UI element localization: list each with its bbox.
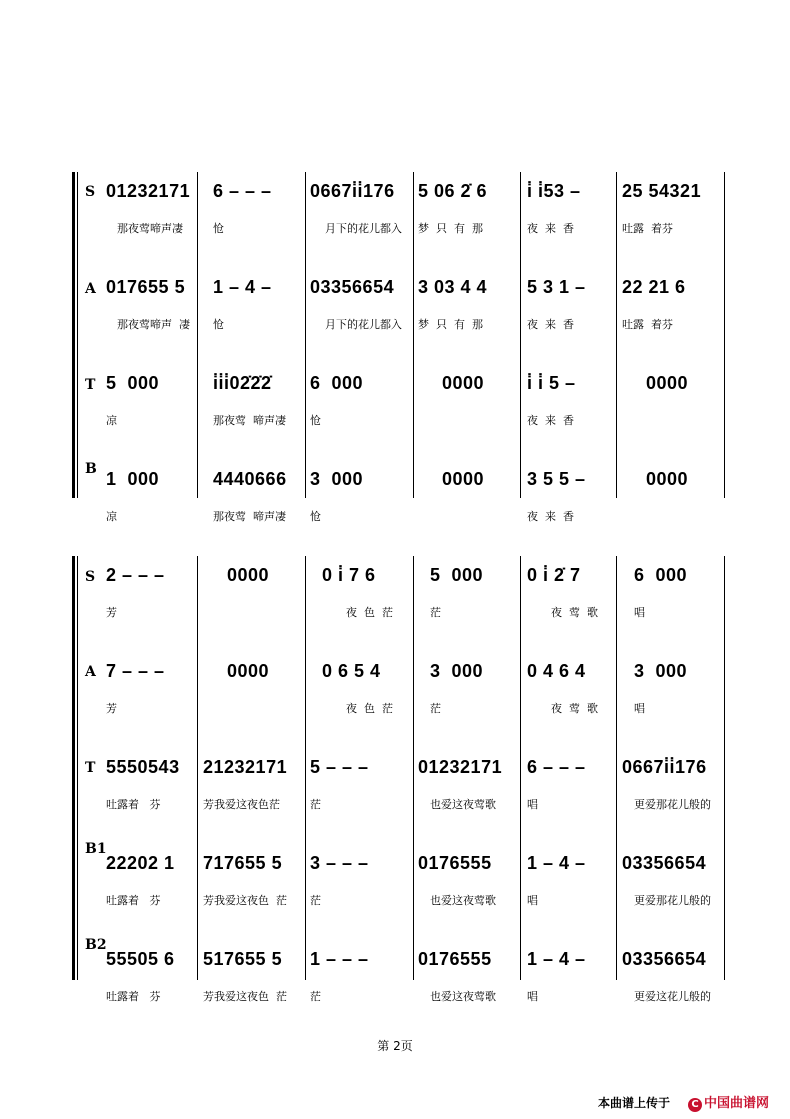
barline	[305, 556, 306, 980]
measure: 5 3 1 –	[527, 277, 586, 297]
lyric: 月下的花儿都入	[325, 222, 402, 235]
measure: 1 – 4 –	[527, 853, 586, 873]
lyric: 吐露着 芬	[106, 894, 161, 907]
measure: 22 21 6	[622, 277, 686, 297]
measure: 3 000	[634, 661, 688, 681]
site-logo[interactable]	[688, 1092, 769, 1112]
barline	[616, 172, 617, 498]
lyric: 那夜莺啼声凄	[117, 222, 183, 235]
lyric: 夜 来 香	[527, 510, 574, 523]
measure: 5 000	[106, 373, 160, 393]
lyric: 芳我爱这夜色 茫	[203, 894, 287, 907]
measure: 0667i̇i̇176	[622, 757, 707, 777]
lyric: 茫	[310, 798, 321, 811]
lyric: 怆	[213, 318, 224, 331]
measure: 3 5 5 –	[527, 469, 586, 489]
measure: 5 – – –	[310, 757, 369, 777]
lyric: 茫	[310, 894, 321, 907]
measure: 0 i̇ 7 6	[322, 565, 376, 585]
measure: 1 – – –	[310, 949, 369, 969]
part-label-bass: B	[85, 461, 97, 477]
measure: 6 – – –	[527, 757, 586, 777]
lyric: 芳我爱这夜色茫	[203, 798, 280, 811]
lyric: 夜 来 香	[527, 222, 574, 235]
part-label-soprano: S	[85, 184, 96, 200]
lyric: 怆	[310, 510, 321, 523]
measure: 0000	[442, 469, 485, 489]
lyric: 梦 只 有 那	[418, 318, 483, 331]
measure: 017655 5	[106, 277, 186, 297]
lyric: 茫	[430, 702, 441, 715]
barline	[520, 556, 521, 980]
measure: 0 6 5 4	[322, 661, 381, 681]
lyric: 夜 来 香	[527, 318, 574, 331]
measure: 21232171	[203, 757, 288, 777]
part-label-alto: A	[85, 664, 96, 680]
measure: 0000	[227, 565, 270, 585]
lyric: 那夜莺 啼声凄	[213, 414, 286, 427]
lyric: 更爱这花儿般的	[634, 990, 711, 1003]
lyric: 凉	[106, 510, 117, 523]
lyric: 茫	[310, 990, 321, 1003]
measure: 0000	[442, 373, 485, 393]
lyric: 吐露 着芬	[622, 222, 673, 235]
measure: 03356654	[310, 277, 395, 297]
barline	[197, 172, 198, 498]
lyric: 也爱这夜莺歌	[430, 798, 496, 811]
lyric: 唱	[527, 798, 538, 811]
barline	[413, 556, 414, 980]
measure: i̇ i̇ 5 –	[527, 373, 576, 393]
measure: 517655 5	[203, 949, 283, 969]
upload-note: 本曲谱上传于	[598, 1096, 671, 1110]
measure: 3 000	[310, 469, 364, 489]
barline	[305, 172, 306, 498]
measure: 6 000	[310, 373, 364, 393]
barline	[197, 556, 198, 980]
lyric: 吐露着 芬	[106, 990, 161, 1003]
lyric: 夜 来 香	[527, 414, 574, 427]
lyric: 梦 只 有 那	[418, 222, 483, 235]
measure: 6 – – –	[213, 181, 272, 201]
measure: 0000	[227, 661, 270, 681]
measure: 0 4 6 4	[527, 661, 586, 681]
measure: 1 000	[106, 469, 160, 489]
part-label-tenor: T	[85, 760, 96, 776]
measure: i̇ i̇53 –	[527, 181, 581, 201]
lyric: 茫	[430, 606, 441, 619]
measure: 0667i̇i̇176	[310, 181, 395, 201]
part-label-tenor: T	[85, 377, 96, 393]
measure: 1 – 4 –	[213, 277, 272, 297]
lyric: 夜 色 茫	[346, 606, 393, 619]
measure: 25 54321	[622, 181, 702, 201]
measure: 1 – 4 –	[527, 949, 586, 969]
lyric: 月下的花儿都入	[325, 318, 402, 331]
measure: 5 06 2̇ 6	[418, 181, 488, 201]
lyric: 芳我爱这夜色 茫	[203, 990, 287, 1003]
measure: 0 i̇ 2̇ 7	[527, 565, 581, 585]
measure: 3 03 4 4	[418, 277, 488, 297]
lyric: 那夜莺啼声 凄	[117, 318, 190, 331]
lyric: 唱	[527, 990, 538, 1003]
lyric: 夜 莺 歌	[551, 702, 598, 715]
lyric: 夜 色 茫	[346, 702, 393, 715]
measure: 03356654	[622, 949, 707, 969]
measure: 717655 5	[203, 853, 283, 873]
measure: 7 – – –	[106, 661, 165, 681]
lyric: 唱	[527, 894, 538, 907]
system2-bracket	[72, 556, 78, 980]
lyric: 唱	[634, 702, 645, 715]
lyric: 更爱那花儿般的	[634, 894, 711, 907]
logo-text: 中国曲谱网	[704, 1096, 770, 1111]
measure: 01232171	[418, 757, 503, 777]
measure: 55505 6	[106, 949, 175, 969]
measure: 3 – – –	[310, 853, 369, 873]
lyric: 芳	[106, 606, 117, 619]
barline	[413, 172, 414, 498]
barline	[724, 556, 725, 980]
measure: 0176555	[418, 853, 492, 873]
barline	[724, 172, 725, 498]
lyric: 芳	[106, 702, 117, 715]
measure: 01232171	[106, 181, 191, 201]
measure: 5550543	[106, 757, 180, 777]
lyric: 更爱那花儿般的	[634, 798, 711, 811]
barline	[616, 556, 617, 980]
measure: 3 000	[430, 661, 484, 681]
system1-bracket	[72, 172, 78, 498]
measure: 4440666	[213, 469, 287, 489]
lyric: 吐露 着芬	[622, 318, 673, 331]
lyric: 也爱这夜莺歌	[430, 894, 496, 907]
lyric: 夜 莺 歌	[551, 606, 598, 619]
measure: 5 000	[430, 565, 484, 585]
lyric: 也爱这夜莺歌	[430, 990, 496, 1003]
measure: i̇i̇i̇02̇2̇2̇	[213, 373, 272, 393]
lyric: 凉	[106, 414, 117, 427]
measure: 0000	[646, 373, 689, 393]
page-number: 第 2页	[377, 1039, 413, 1053]
logo-icon: C	[688, 1098, 702, 1112]
measure: 2 – – –	[106, 565, 165, 585]
part-label-soprano: S	[85, 569, 96, 585]
lyric: 唱	[634, 606, 645, 619]
lyric: 怆	[310, 414, 321, 427]
measure: 22202 1	[106, 853, 175, 873]
part-label-bass2: B2	[85, 937, 107, 953]
measure: 0000	[646, 469, 689, 489]
measure: 03356654	[622, 853, 707, 873]
lyric: 那夜莺 啼声凄	[213, 510, 286, 523]
part-label-alto: A	[85, 281, 96, 297]
lyric: 吐露着 芬	[106, 798, 161, 811]
lyric: 怆	[213, 222, 224, 235]
part-label-bass1: B1	[85, 841, 107, 857]
barline	[520, 172, 521, 498]
measure: 0176555	[418, 949, 492, 969]
measure: 6 000	[634, 565, 688, 585]
